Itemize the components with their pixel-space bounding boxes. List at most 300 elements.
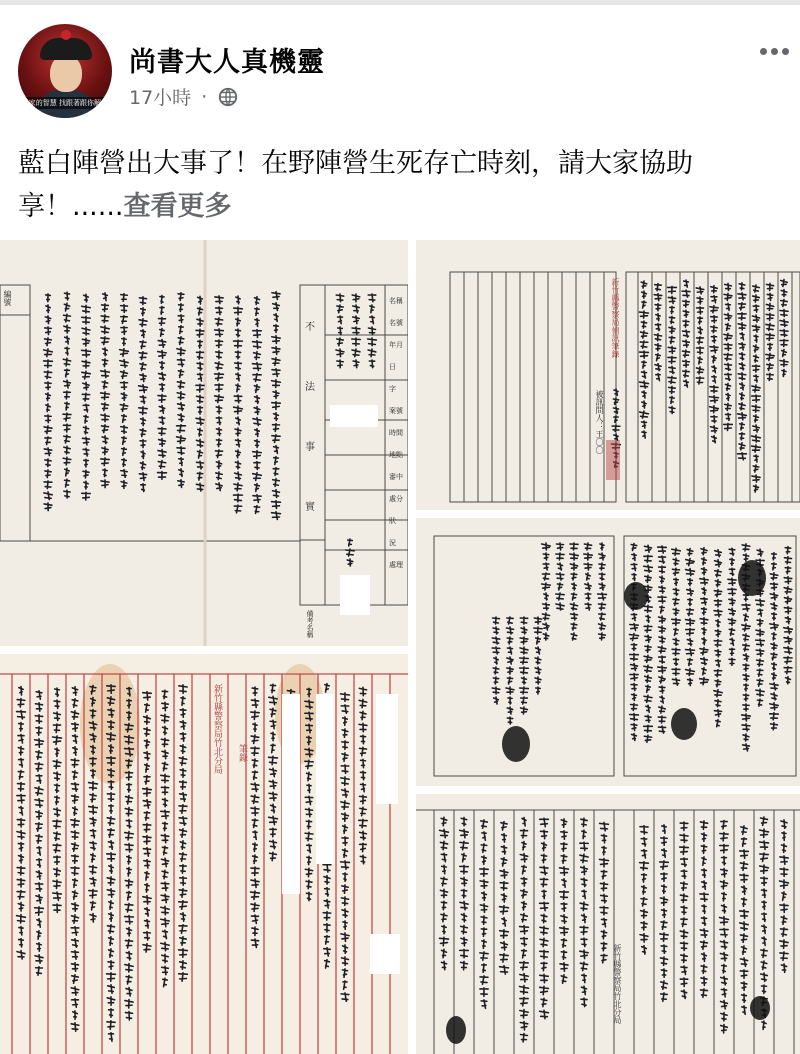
handwriting-stroke xyxy=(196,417,204,425)
handwriting-stroke xyxy=(601,834,606,842)
handwriting-stroke xyxy=(180,853,187,861)
handwriting-stroke xyxy=(108,781,114,789)
handwriting-stroke xyxy=(441,853,446,861)
handwriting-stroke xyxy=(140,374,146,382)
doc1-field-labels xyxy=(389,290,407,576)
handwriting-stroke xyxy=(160,307,164,315)
handwriting-stroke xyxy=(752,395,761,402)
avatar[interactable] xyxy=(18,24,112,118)
handwriting-stroke xyxy=(752,445,761,452)
handwriting-stroke xyxy=(781,820,787,828)
handwriting-stroke xyxy=(107,1021,115,1029)
handwriting-stroke xyxy=(481,928,486,936)
handwriting-stroke xyxy=(780,904,788,912)
handwriting-stroke xyxy=(161,858,168,866)
handwriting-stroke xyxy=(642,886,647,894)
handwriting-stroke xyxy=(762,913,767,921)
photo-doc-4[interactable] xyxy=(416,518,800,786)
handwriting-stroke xyxy=(760,829,769,837)
handwriting-stroke xyxy=(270,828,276,836)
handwriting-stroke xyxy=(726,393,730,400)
handwriting-stroke xyxy=(179,304,184,312)
handwriting-stroke xyxy=(35,787,43,795)
handwriting-stroke xyxy=(44,503,52,511)
handwriting-stroke xyxy=(17,915,26,923)
handwriting-stroke xyxy=(254,506,259,514)
handwriting-stroke xyxy=(722,964,727,972)
handwriting-stroke xyxy=(145,884,149,892)
handwriting-stroke xyxy=(742,604,750,611)
photo-doc-3[interactable] xyxy=(0,654,408,1054)
handwriting-stroke xyxy=(101,326,109,334)
handwriting-stroke xyxy=(744,614,749,621)
handwriting-stroke xyxy=(307,844,312,852)
handwriting-stroke xyxy=(103,469,107,477)
handwriting-stroke xyxy=(714,690,722,697)
handwriting-stroke xyxy=(73,879,78,887)
handwriting-stroke xyxy=(140,363,146,371)
handwriting-stroke xyxy=(660,957,667,965)
handwriting-stroke xyxy=(252,819,258,827)
handwriting-stroke xyxy=(561,819,566,827)
handwriting-stroke xyxy=(655,324,660,331)
handwriting-stroke xyxy=(687,609,694,616)
handwriting-stroke xyxy=(44,360,53,368)
handwriting-stroke xyxy=(343,873,347,881)
handwriting-stroke xyxy=(17,867,25,875)
handwriting-stroke xyxy=(760,841,769,849)
handwriting-stroke xyxy=(543,563,549,570)
handwriting-stroke xyxy=(253,330,261,338)
handwriting-stroke xyxy=(337,338,343,346)
handwriting-stroke xyxy=(660,606,664,613)
handwriting-stroke xyxy=(655,364,661,371)
handwriting-stroke xyxy=(253,363,262,371)
photo-doc-1[interactable] xyxy=(0,240,408,646)
handwriting-stroke xyxy=(163,726,168,734)
handwriting-stroke xyxy=(686,629,695,636)
doc3-sidebar-office: 新竹縣警察局竹北分局 xyxy=(212,684,222,774)
handwriting-stroke xyxy=(64,490,70,498)
handwriting-stroke xyxy=(252,915,259,923)
handwriting-stroke xyxy=(599,573,605,580)
handwriting-stroke xyxy=(521,938,528,946)
handwriting-stroke xyxy=(251,903,259,911)
handwriting-stroke xyxy=(215,373,224,381)
handwriting-stroke xyxy=(645,635,651,642)
handwriting-stroke xyxy=(756,689,764,696)
handwriting-stroke xyxy=(740,423,744,430)
globe-icon[interactable] xyxy=(217,86,239,108)
handwriting-stroke xyxy=(53,892,62,900)
handwriting-stroke xyxy=(84,415,88,423)
handwriting-stroke xyxy=(272,380,281,388)
photo-doc-2[interactable] xyxy=(416,240,800,510)
handwriting-stroke xyxy=(101,315,109,323)
handwriting-stroke xyxy=(683,300,689,307)
handwriting-stroke xyxy=(541,962,547,970)
handwriting-stroke xyxy=(158,395,166,403)
handwriting-stroke xyxy=(630,654,639,661)
handwriting-stroke xyxy=(481,916,487,924)
handwriting-stroke xyxy=(161,738,168,746)
handwriting-stroke xyxy=(715,580,720,587)
handwriting-stroke xyxy=(784,637,792,644)
handwriting-stroke xyxy=(45,382,51,390)
handwriting-stroke xyxy=(84,294,89,302)
handwriting-stroke xyxy=(673,558,679,565)
handwriting-stroke xyxy=(53,904,61,912)
handwriting-stroke xyxy=(254,352,261,360)
handwriting-stroke xyxy=(767,363,773,370)
handwriting-stroke xyxy=(272,292,280,300)
handwriting-stroke xyxy=(180,745,185,753)
handwriting-stroke xyxy=(216,439,221,447)
handwriting-stroke xyxy=(141,451,145,459)
handwriting-stroke xyxy=(701,548,707,555)
handwriting-stroke xyxy=(145,872,149,880)
handwriting-stroke xyxy=(107,889,114,897)
handwriting-stroke xyxy=(602,918,607,926)
doc-2-image xyxy=(416,240,800,510)
handwriting-stroke xyxy=(770,573,777,580)
handwriting-stroke xyxy=(702,905,706,913)
handwriting-stroke xyxy=(752,385,760,392)
handwriting-stroke xyxy=(697,297,703,304)
handwriting-stroke xyxy=(756,649,764,656)
handwriting-stroke xyxy=(45,470,51,478)
handwriting-stroke xyxy=(631,664,638,671)
handwriting-stroke xyxy=(120,360,128,368)
handwriting-stroke xyxy=(255,308,259,316)
handwriting-stroke xyxy=(683,330,690,337)
handwriting-stroke xyxy=(631,614,636,621)
handwriting-stroke xyxy=(252,927,258,935)
handwriting-stroke xyxy=(360,831,367,839)
handwriting-stroke xyxy=(307,772,312,780)
handwriting-stroke xyxy=(83,437,90,445)
handwriting-stroke xyxy=(196,384,204,392)
handwriting-stroke xyxy=(17,699,25,707)
handwriting-stroke xyxy=(441,961,446,969)
handwriting-stroke xyxy=(661,981,668,989)
handwriting-stroke xyxy=(90,794,96,802)
handwriting-stroke xyxy=(145,764,150,772)
handwriting-stroke xyxy=(82,327,90,335)
handwriting-stroke xyxy=(178,414,184,422)
handwriting-stroke xyxy=(121,327,127,335)
handwriting-stroke xyxy=(743,664,749,671)
handwriting-stroke xyxy=(641,922,647,930)
handwriting-stroke xyxy=(273,303,279,311)
handwriting-stroke xyxy=(343,717,348,725)
handwriting-stroke xyxy=(55,796,60,804)
dot xyxy=(782,48,789,55)
handwriting-stroke xyxy=(601,954,607,962)
doc1-field: 名稱 xyxy=(389,297,403,305)
handwriting-stroke xyxy=(64,435,70,443)
handwriting-stroke xyxy=(716,660,721,667)
handwriting-stroke xyxy=(179,973,188,981)
handwriting-stroke xyxy=(251,783,259,791)
handwriting-stroke xyxy=(655,284,661,291)
handwriting-stroke xyxy=(159,406,165,414)
handwriting-stroke xyxy=(72,699,78,707)
handwriting-stroke xyxy=(557,543,564,550)
handwriting-stroke xyxy=(161,774,169,782)
handwriting-stroke xyxy=(269,780,276,788)
handwriting-stroke xyxy=(681,966,687,974)
handwriting-stroke xyxy=(272,358,280,366)
handwriting-stroke xyxy=(668,286,677,293)
handwriting-stroke xyxy=(163,930,168,938)
handwriting-stroke xyxy=(642,421,647,428)
handwriting-stroke xyxy=(442,949,447,957)
handwriting-stroke xyxy=(55,688,60,696)
handwriting-stroke xyxy=(216,461,221,469)
handwriting-stroke xyxy=(36,823,43,831)
handwriting-stroke xyxy=(253,855,258,863)
handwriting-stroke xyxy=(714,710,721,717)
handwriting-stroke xyxy=(370,316,375,324)
handwriting-stroke xyxy=(145,908,150,916)
handwriting-stroke xyxy=(726,323,731,330)
handwriting-stroke xyxy=(178,315,184,323)
handwriting-stroke xyxy=(543,603,550,610)
more-options-icon[interactable] xyxy=(760,48,789,55)
handwriting-stroke xyxy=(721,1024,728,1032)
handwriting-stroke xyxy=(631,704,638,711)
handwriting-stroke xyxy=(482,940,486,948)
handwriting-stroke xyxy=(720,832,728,840)
handwriting-stroke xyxy=(711,326,717,333)
handwriting-stroke xyxy=(700,648,708,655)
doc-4-image xyxy=(416,518,800,786)
handwriting-stroke xyxy=(541,914,547,922)
handwriting-stroke xyxy=(688,679,693,686)
handwriting-stroke xyxy=(73,1011,78,1019)
handwriting-stroke xyxy=(337,360,343,368)
handwriting-stroke xyxy=(215,384,223,392)
handwriting-stroke xyxy=(630,674,638,681)
handwriting-stroke xyxy=(757,549,763,556)
handwriting-stroke xyxy=(71,963,78,971)
post-meta xyxy=(129,83,239,110)
handwriting-stroke xyxy=(740,393,745,400)
post-text-line-2-body: 享！...... xyxy=(18,191,124,222)
handwriting-stroke xyxy=(54,856,60,864)
handwriting-stroke xyxy=(646,615,650,622)
photo-doc-5[interactable] xyxy=(416,794,800,1054)
handwriting-stroke xyxy=(492,637,499,644)
doc1-label-fa: 法 xyxy=(305,382,315,393)
handwriting-stroke xyxy=(71,927,79,935)
handwriting-stroke xyxy=(353,360,359,368)
handwriting-stroke xyxy=(352,294,360,302)
handwriting-stroke xyxy=(179,889,187,897)
handwriting-stroke xyxy=(631,684,637,691)
handwriting-stroke xyxy=(253,843,257,851)
handwriting-stroke xyxy=(658,596,666,603)
handwriting-stroke xyxy=(520,926,529,934)
handwriting-stroke xyxy=(359,687,366,695)
handwriting-stroke xyxy=(584,553,592,560)
handwriting-stroke xyxy=(162,966,169,974)
handwriting-stroke xyxy=(177,381,184,389)
handwriting-stroke xyxy=(158,472,167,480)
author-name[interactable]: 尚書大人真機靈 xyxy=(129,47,325,78)
handwriting-stroke xyxy=(681,870,687,878)
handwriting-stroke xyxy=(540,866,548,874)
handwriting-stroke xyxy=(342,753,348,761)
handwriting-stroke xyxy=(520,617,527,624)
handwriting-stroke xyxy=(235,472,242,480)
handwriting-stroke xyxy=(179,817,187,825)
handwriting-stroke xyxy=(674,578,678,585)
handwriting-stroke xyxy=(215,318,223,326)
handwriting-stroke xyxy=(640,351,649,358)
doc1-field: 年月日 xyxy=(389,341,403,371)
handwriting-stroke xyxy=(753,285,760,292)
handwriting-stroke xyxy=(35,703,42,711)
handwriting-stroke xyxy=(234,307,243,315)
handwriting-stroke xyxy=(781,928,788,936)
doc3-sidebar xyxy=(210,684,224,774)
handwriting-stroke xyxy=(235,362,242,370)
handwriting-stroke xyxy=(681,882,687,890)
handwriting-stroke xyxy=(641,838,647,846)
handwriting-stroke xyxy=(702,608,707,615)
handwriting-stroke xyxy=(659,556,666,563)
handwriting-stroke xyxy=(520,657,528,664)
handwriting-stroke xyxy=(584,563,592,570)
handwriting-stroke xyxy=(580,950,588,958)
handwriting-stroke xyxy=(520,962,528,970)
handwriting-stroke xyxy=(500,906,509,914)
handwriting-stroke xyxy=(109,1009,114,1017)
handwriting-stroke xyxy=(542,613,549,620)
handwriting-stroke xyxy=(661,945,667,953)
handwriting-stroke xyxy=(145,704,150,712)
handwriting-stroke xyxy=(716,720,720,727)
handwriting-stroke xyxy=(672,678,679,685)
handwriting-stroke xyxy=(507,617,513,624)
handwriting-stroke xyxy=(65,468,69,476)
handwriting-stroke xyxy=(521,707,528,714)
handwriting-stroke xyxy=(701,845,706,853)
handwriting-stroke xyxy=(728,578,736,585)
doc1-label-shi: 事 xyxy=(305,442,315,453)
handwriting-stroke xyxy=(725,363,732,370)
handwriting-stroke xyxy=(781,280,788,287)
handwriting-stroke xyxy=(461,817,467,825)
handwriting-stroke xyxy=(786,677,791,684)
handwriting-stroke xyxy=(55,748,59,756)
handwriting-stroke xyxy=(461,913,466,921)
handwriting-stroke xyxy=(658,726,665,733)
handwriting-stroke xyxy=(738,413,747,420)
handwriting-stroke xyxy=(158,340,166,348)
handwriting-stroke xyxy=(686,669,695,676)
handwriting-stroke xyxy=(644,725,653,732)
handwriting-stroke xyxy=(582,890,586,898)
handwriting-stroke xyxy=(672,668,680,675)
handwriting-stroke xyxy=(738,453,747,460)
post-time[interactable]: 17小時 xyxy=(129,87,192,109)
handwriting-stroke xyxy=(71,759,79,767)
handwriting-stroke xyxy=(235,439,240,447)
handwriting-stroke xyxy=(143,848,150,856)
handwriting-stroke xyxy=(740,383,745,390)
handwriting-stroke xyxy=(711,416,717,423)
handwriting-stroke xyxy=(641,281,647,288)
handwriting-stroke xyxy=(521,878,527,886)
handwriting-stroke xyxy=(562,879,566,887)
handwriting-stroke xyxy=(180,829,187,837)
handwriting-stroke xyxy=(139,297,146,305)
handwriting-stroke xyxy=(600,906,608,914)
handwriting-stroke xyxy=(522,818,526,826)
handwriting-stroke xyxy=(144,740,149,748)
handwriting-stroke xyxy=(586,573,590,580)
see-more-link[interactable]: 查看更多 xyxy=(123,191,232,222)
handwriting-stroke xyxy=(107,973,116,981)
handwriting-stroke xyxy=(360,807,366,815)
handwriting-stroke xyxy=(125,1012,132,1020)
handwriting-stroke xyxy=(599,613,605,620)
handwriting-stroke xyxy=(599,553,605,560)
handwriting-stroke xyxy=(274,314,278,322)
handwriting-stroke xyxy=(784,577,792,584)
handwriting-stroke xyxy=(63,358,70,366)
handwriting-stroke xyxy=(143,800,150,808)
handwriting-stroke xyxy=(441,877,447,885)
handwriting-stroke xyxy=(770,593,777,600)
handwriting-stroke xyxy=(714,670,721,677)
handwriting-stroke xyxy=(305,760,313,768)
handwriting-stroke xyxy=(683,370,689,377)
handwriting-stroke xyxy=(341,777,349,785)
handwriting-stroke xyxy=(360,735,365,743)
handwriting-stroke xyxy=(336,294,344,302)
handwriting-stroke xyxy=(82,492,91,500)
handwriting-stroke xyxy=(711,296,717,303)
handwriting-stroke xyxy=(520,687,529,694)
handwriting-stroke xyxy=(762,1021,766,1029)
handwriting-stroke xyxy=(541,854,546,862)
handwriting-stroke xyxy=(785,617,790,624)
handwriting-stroke xyxy=(742,838,747,846)
handwriting-stroke xyxy=(442,865,447,873)
handwriting-stroke xyxy=(712,376,716,383)
handwriting-stroke xyxy=(323,864,331,872)
handwriting-stroke xyxy=(196,439,203,447)
handwriting-stroke xyxy=(768,343,773,350)
handwriting-stroke xyxy=(632,574,636,581)
handwriting-stroke xyxy=(502,918,506,926)
handwriting-stroke xyxy=(234,406,243,414)
handwriting-stroke xyxy=(644,565,653,572)
handwriting-stroke xyxy=(582,974,586,982)
handwriting-stroke xyxy=(642,361,646,368)
handwriting-stroke xyxy=(368,349,376,357)
handwriting-stroke xyxy=(125,832,133,840)
handwriting-stroke xyxy=(178,403,185,411)
handwriting-stroke xyxy=(784,557,791,564)
handwriting-stroke xyxy=(644,625,652,632)
handwriting-stroke xyxy=(18,903,23,911)
handwriting-stroke xyxy=(197,318,203,326)
